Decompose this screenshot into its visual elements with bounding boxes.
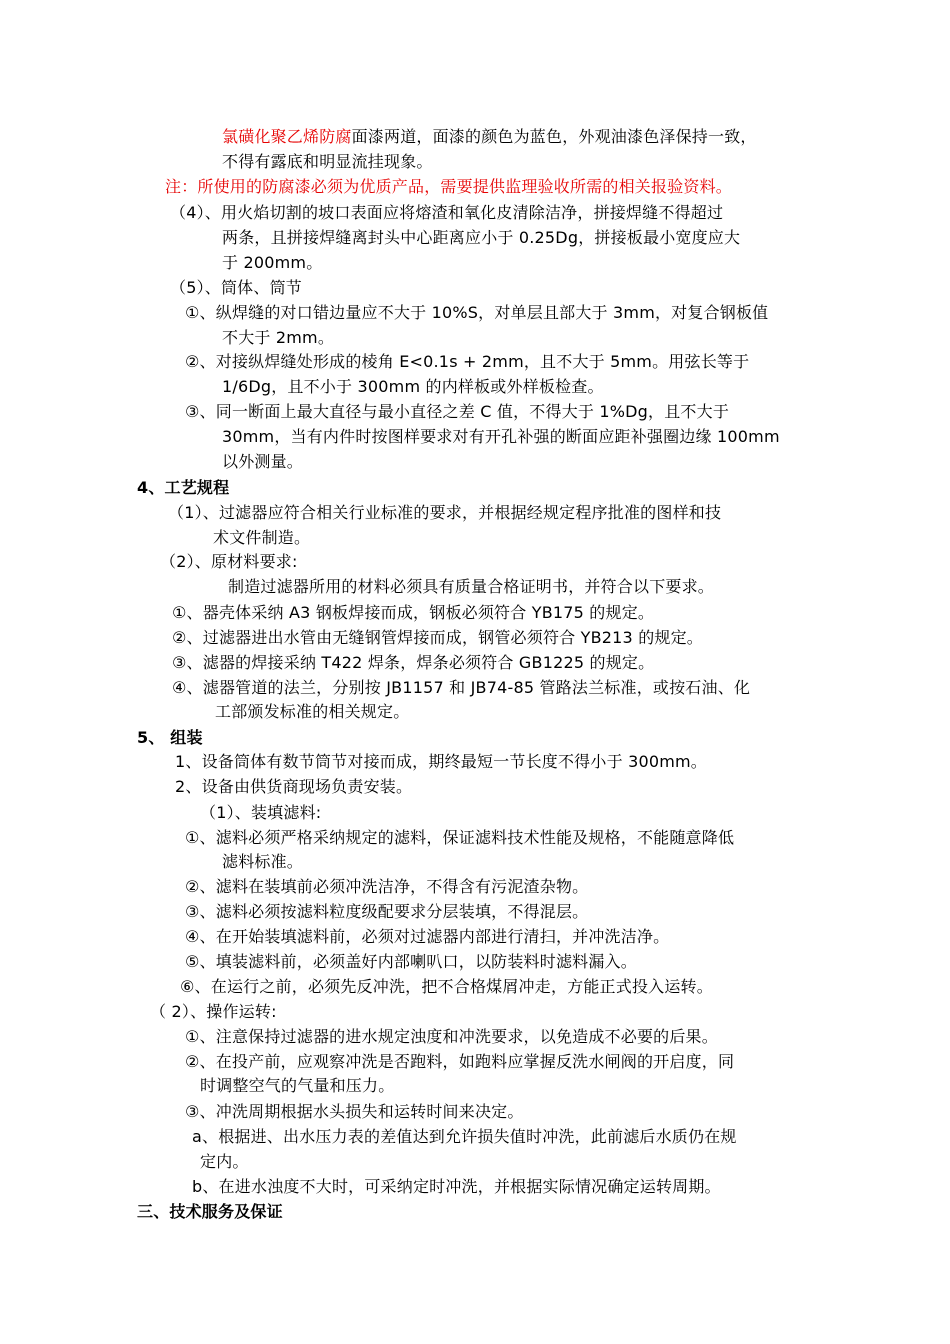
text-segment: ②、滤料在装填前必须冲洗洁净，不得含有污泥渣杂物。	[185, 877, 589, 896]
text-segment: 三、技术服务及保证	[137, 1202, 283, 1221]
text-line	[222, 375, 672, 399]
text-segment: 氯磺化聚乙烯防腐	[222, 127, 352, 146]
text-line	[200, 1150, 320, 1174]
text-segment: ④、在开始装填滤料前，必须对过滤器内部进行清扫，并冲洗洁净。	[185, 927, 670, 946]
text-segment: 定内。	[200, 1152, 249, 1171]
text-segment: 4、工艺规程	[137, 478, 230, 497]
text-segment: ④、滤器管道的法兰，分别按 JB1157 和 JB74-85 管路法兰标准，或按石油、化	[172, 678, 751, 697]
text-segment: 时调整空气的气量和压力。	[200, 1076, 395, 1095]
text-line	[185, 301, 840, 325]
text-line	[170, 201, 840, 225]
text-line	[185, 350, 840, 374]
text-line	[215, 700, 515, 724]
text-line	[200, 1074, 600, 1098]
text-line	[137, 476, 337, 500]
text-line	[222, 251, 342, 275]
text-line	[222, 425, 840, 449]
text-segment: 工部颁发标准的相关规定。	[215, 702, 410, 721]
text-line	[137, 1200, 437, 1224]
text-segment: ①、注意保持过滤器的进水规定浊度和冲洗要求，以免造成不必要的后果。	[185, 1027, 718, 1046]
text-segment: 注：所使用的防腐漆必须为优质产品，需要提供监理验收所需的相关报验资料。	[165, 177, 733, 196]
text-segment: 于 200mm。	[222, 253, 323, 272]
text-segment: （1）、过滤器应符合相关行业标准的要求，并根据经规定程序批准的图样和技	[168, 503, 722, 522]
text-line	[175, 750, 840, 774]
text-segment: 5、 组装	[137, 728, 203, 747]
text-line	[165, 175, 840, 199]
text-segment: （5）、筒体、筒节	[170, 278, 302, 297]
text-line	[172, 601, 840, 625]
text-line	[160, 550, 460, 574]
text-segment: ①、滤料必须严格采纳规定的滤料，保证滤料技术性能及规格，不能随意降低	[185, 828, 735, 847]
text-line	[192, 1175, 840, 1199]
text-line	[222, 226, 840, 250]
text-line	[222, 850, 422, 874]
text-line	[137, 726, 437, 750]
text-line	[172, 676, 840, 700]
text-line	[222, 150, 522, 174]
text-segment: 2、设备由供货商现场负责安装。	[175, 777, 413, 796]
text-segment: ①、器壳体采纳 A3 钢板焊接而成，钢板必须符合 YB175 的规定。	[172, 603, 655, 622]
text-segment: 30mm，当有内件时按图样要求对有开孔补强的断面应距补强圈边缘 100mm	[222, 427, 780, 446]
text-segment: 滤料标准。	[222, 852, 304, 871]
text-segment: b、在进水浊度不大时，可采纳定时冲洗，并根据实际情况确定运转周期。	[192, 1177, 721, 1196]
text-segment: 术文件制造。	[213, 528, 311, 547]
text-line	[180, 975, 840, 999]
text-segment: 1/6Dg，且不小于 300mm 的内样板或外样板检查。	[222, 377, 604, 396]
text-line	[200, 801, 500, 825]
text-segment: ⑥、在运行之前，必须先反冲洗，把不合格煤屑冲走，方能正式投入运转。	[180, 977, 713, 996]
text-segment: 制造过滤器所用的材料必须具有质量合格证明书，并符合以下要求。	[228, 577, 715, 596]
text-segment: 面漆两道，面漆的颜色为蓝色，外观油漆色泽保持一致，	[351, 127, 757, 146]
text-segment: ③、滤器的焊接采纳 T422 焊条，焊条必须符合 GB1225 的规定。	[172, 653, 655, 672]
text-line	[222, 326, 342, 350]
text-segment: 1、设备筒体有数节筒节对接而成，期终最短一节长度不得小于 300mm。	[175, 752, 707, 771]
text-line	[213, 526, 413, 550]
text-segment: 以外测量。	[222, 452, 304, 471]
text-segment: （2）、原材料要求:	[160, 552, 298, 571]
text-segment: 不大于 2mm。	[222, 328, 335, 347]
text-segment: ②、对接纵焊缝处形成的棱角 E<0.1s + 2mm，且不大于 5mm。用弦长等于	[185, 352, 750, 371]
text-segment: ⑤、填装滤料前，必须盖好内部喇叭口，以防装料时滤料漏入。	[185, 952, 637, 971]
text-segment: （ 2）、操作运转:	[150, 1002, 277, 1021]
text-line	[185, 826, 840, 850]
text-segment: ②、过滤器进出水管由无缝钢管焊接而成，钢管必须符合 YB213 的规定。	[172, 628, 704, 647]
text-segment: ①、纵焊缝的对口错边量应不大于 10%S，对单层且部大于 3mm，对复合钢板值	[185, 303, 769, 322]
text-line	[222, 125, 840, 149]
text-segment: ③、滤料必须按滤料粒度级配要求分层装填，不得混层。	[185, 902, 589, 921]
text-line	[172, 651, 840, 675]
text-line	[185, 875, 805, 899]
text-line	[228, 575, 840, 599]
text-line	[185, 950, 805, 974]
text-line	[185, 1050, 840, 1074]
text-line	[172, 626, 840, 650]
text-segment: ③、同一断面上最大直径与最小直径之差 C 值，不得大于 1%Dg，且不大于	[185, 402, 730, 421]
text-segment: ②、在投产前，应观察冲洗是否跑料，如跑料应掌握反洗水闸阀的开启度，同	[185, 1052, 735, 1071]
text-line	[170, 276, 370, 300]
text-line	[168, 501, 840, 525]
text-segment: （1）、装填滤料:	[200, 803, 322, 822]
text-segment: 不得有露底和明显流挂现象。	[222, 152, 433, 171]
text-segment: 两条，且拼接焊缝离封头中心距离应小于 0.25Dg，拼接板最小宽度应大	[222, 228, 741, 247]
text-line	[185, 400, 840, 424]
text-line	[175, 775, 575, 799]
text-line	[185, 1025, 840, 1049]
text-line	[222, 450, 342, 474]
text-line	[185, 925, 805, 949]
text-line	[150, 1000, 450, 1024]
text-line	[185, 1100, 685, 1124]
text-segment: ③、冲洗周期根据水头损失和运转时间来决定。	[185, 1102, 524, 1121]
text-segment: （4）、用火焰切割的坡口表面应将熔渣和氧化皮清除洁净，拼接焊缝不得超过	[170, 203, 724, 222]
text-line	[192, 1125, 840, 1149]
text-line	[185, 900, 805, 924]
text-segment: a、根据进、出水压力表的差值达到允许损失值时冲洗，此前滤后水质仍在规	[192, 1127, 737, 1146]
